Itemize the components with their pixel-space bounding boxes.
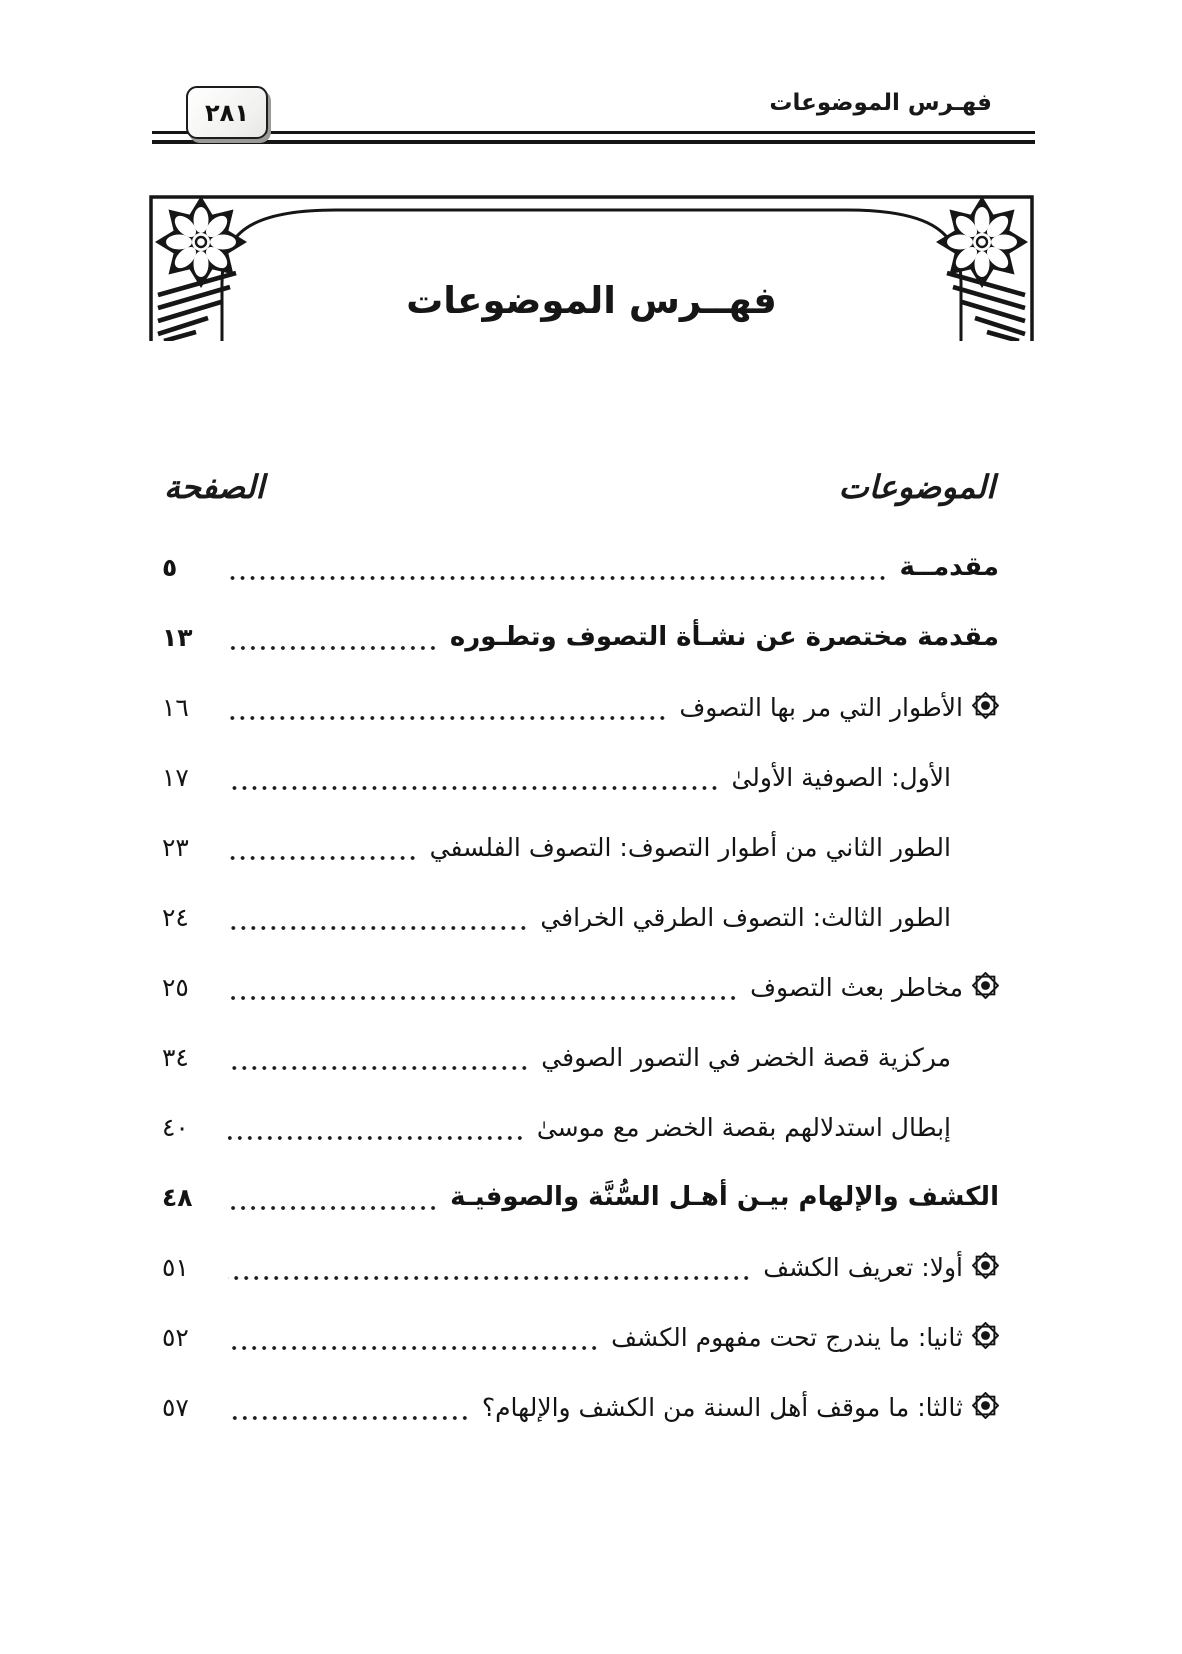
toc-entry-page: ٥ [162, 552, 178, 582]
page-content [148, 0, 1035, 1654]
toc-entry-title: الطور الثالث: التصوف الطرقي الخرافي [540, 902, 951, 932]
dotted-leader [228, 1345, 599, 1351]
toc-list [148, 532, 1035, 1442]
dotted-leader [228, 1415, 470, 1421]
toc-entry-page: ٤٨ [162, 1182, 193, 1212]
toc-entry-title: مخاطر بعث التصوف [750, 972, 963, 1002]
toc-row [148, 1022, 1035, 1092]
toc-entry-title: ثانيا: ما يندرج تحت مفهوم الكشف [611, 1322, 963, 1352]
toc-entry-title: الطور الثاني من أطوار التصوف: التصوف الفلسفي [429, 832, 951, 862]
star-bullet-icon [972, 972, 999, 1005]
star-bullet-icon [972, 1252, 999, 1285]
page-number-badge [186, 86, 268, 139]
dotted-leader [228, 645, 438, 651]
toc-row [148, 672, 1035, 742]
toc-entry-page: ٢٣ [162, 832, 189, 862]
toc-row [148, 1372, 1035, 1442]
topics-column-header: الموضوعات [838, 468, 995, 506]
toc-entry-title: إبطال استدلالهم بقصة الخضر مع موسىٰ [536, 1112, 951, 1142]
toc-row [148, 1232, 1035, 1302]
toc-entry-page: ٥١ [162, 1252, 189, 1282]
header-rule-thick [152, 140, 1035, 144]
toc-entry-page: ٢٤ [162, 902, 189, 932]
dotted-leader [228, 1065, 529, 1071]
star-bullet-icon [972, 1392, 999, 1425]
header-rule-thin [152, 131, 1035, 134]
rosette-icon-right [936, 196, 1028, 288]
ornamental-frame [148, 191, 1035, 341]
toc-entry-title: الأطوار التي مر بها التصوف [679, 692, 963, 722]
toc-entry-page: ١٣ [162, 622, 193, 652]
toc-entry-page: ٤٠ [162, 1112, 189, 1142]
toc-entry-page: ٣٤ [162, 1042, 189, 1072]
rosette-icon-left [155, 196, 247, 288]
toc-entry-title: ثالثا: ما موقف أهل السنة من الكشف والإلهام؟ [481, 1392, 963, 1422]
toc-entry-page: ٢٥ [162, 972, 189, 1002]
star-bullet-icon [972, 692, 999, 725]
toc-row [148, 812, 1035, 882]
toc-row [148, 882, 1035, 952]
dotted-leader [228, 785, 719, 791]
star-bullet-icon [972, 1322, 999, 1355]
toc-entry-title: الأول: الصوفية الأولىٰ [731, 762, 951, 792]
toc-entry-page: ١٧ [162, 762, 189, 792]
toc-row [148, 1162, 1035, 1232]
dotted-leader [228, 715, 667, 721]
dotted-leader [228, 1135, 525, 1141]
toc-row [148, 602, 1035, 672]
dotted-leader [228, 1275, 751, 1281]
toc-entry-title: مقدمة مختصرة عن نشـأة التصوف وتطـوره [449, 622, 999, 652]
dotted-leader [228, 1205, 438, 1211]
toc-entry-title: مقدمــة [899, 552, 999, 582]
toc-row [148, 1302, 1035, 1372]
running-header-title: فهـرس الموضوعات [769, 90, 992, 116]
toc-row [148, 952, 1035, 1022]
toc-column-headers [148, 468, 1035, 530]
toc-entry-page: ٥٧ [162, 1392, 189, 1422]
toc-entry-title: أولا: تعريف الكشف [763, 1252, 963, 1282]
toc-row [148, 532, 1035, 602]
toc-entry-title: مركزية قصة الخضر في التصور الصوفي [541, 1042, 951, 1072]
chapter-title: فهــرس الموضوعات [406, 279, 777, 322]
page-number: ٢٨١ [205, 98, 249, 127]
dotted-leader [228, 575, 888, 581]
toc-entry-page: ٥٢ [162, 1322, 189, 1352]
dotted-leader [228, 995, 738, 1001]
toc-row [148, 742, 1035, 812]
toc-row [148, 1092, 1035, 1162]
toc-entry-title: الكشف والإلهام بيـن أهـل السُّنَّة والصوفيـة [450, 1182, 999, 1212]
dotted-leader [228, 855, 418, 861]
dotted-leader [228, 925, 528, 931]
toc-entry-page: ١٦ [162, 692, 189, 722]
page-column-header: الصفحة [164, 468, 265, 506]
